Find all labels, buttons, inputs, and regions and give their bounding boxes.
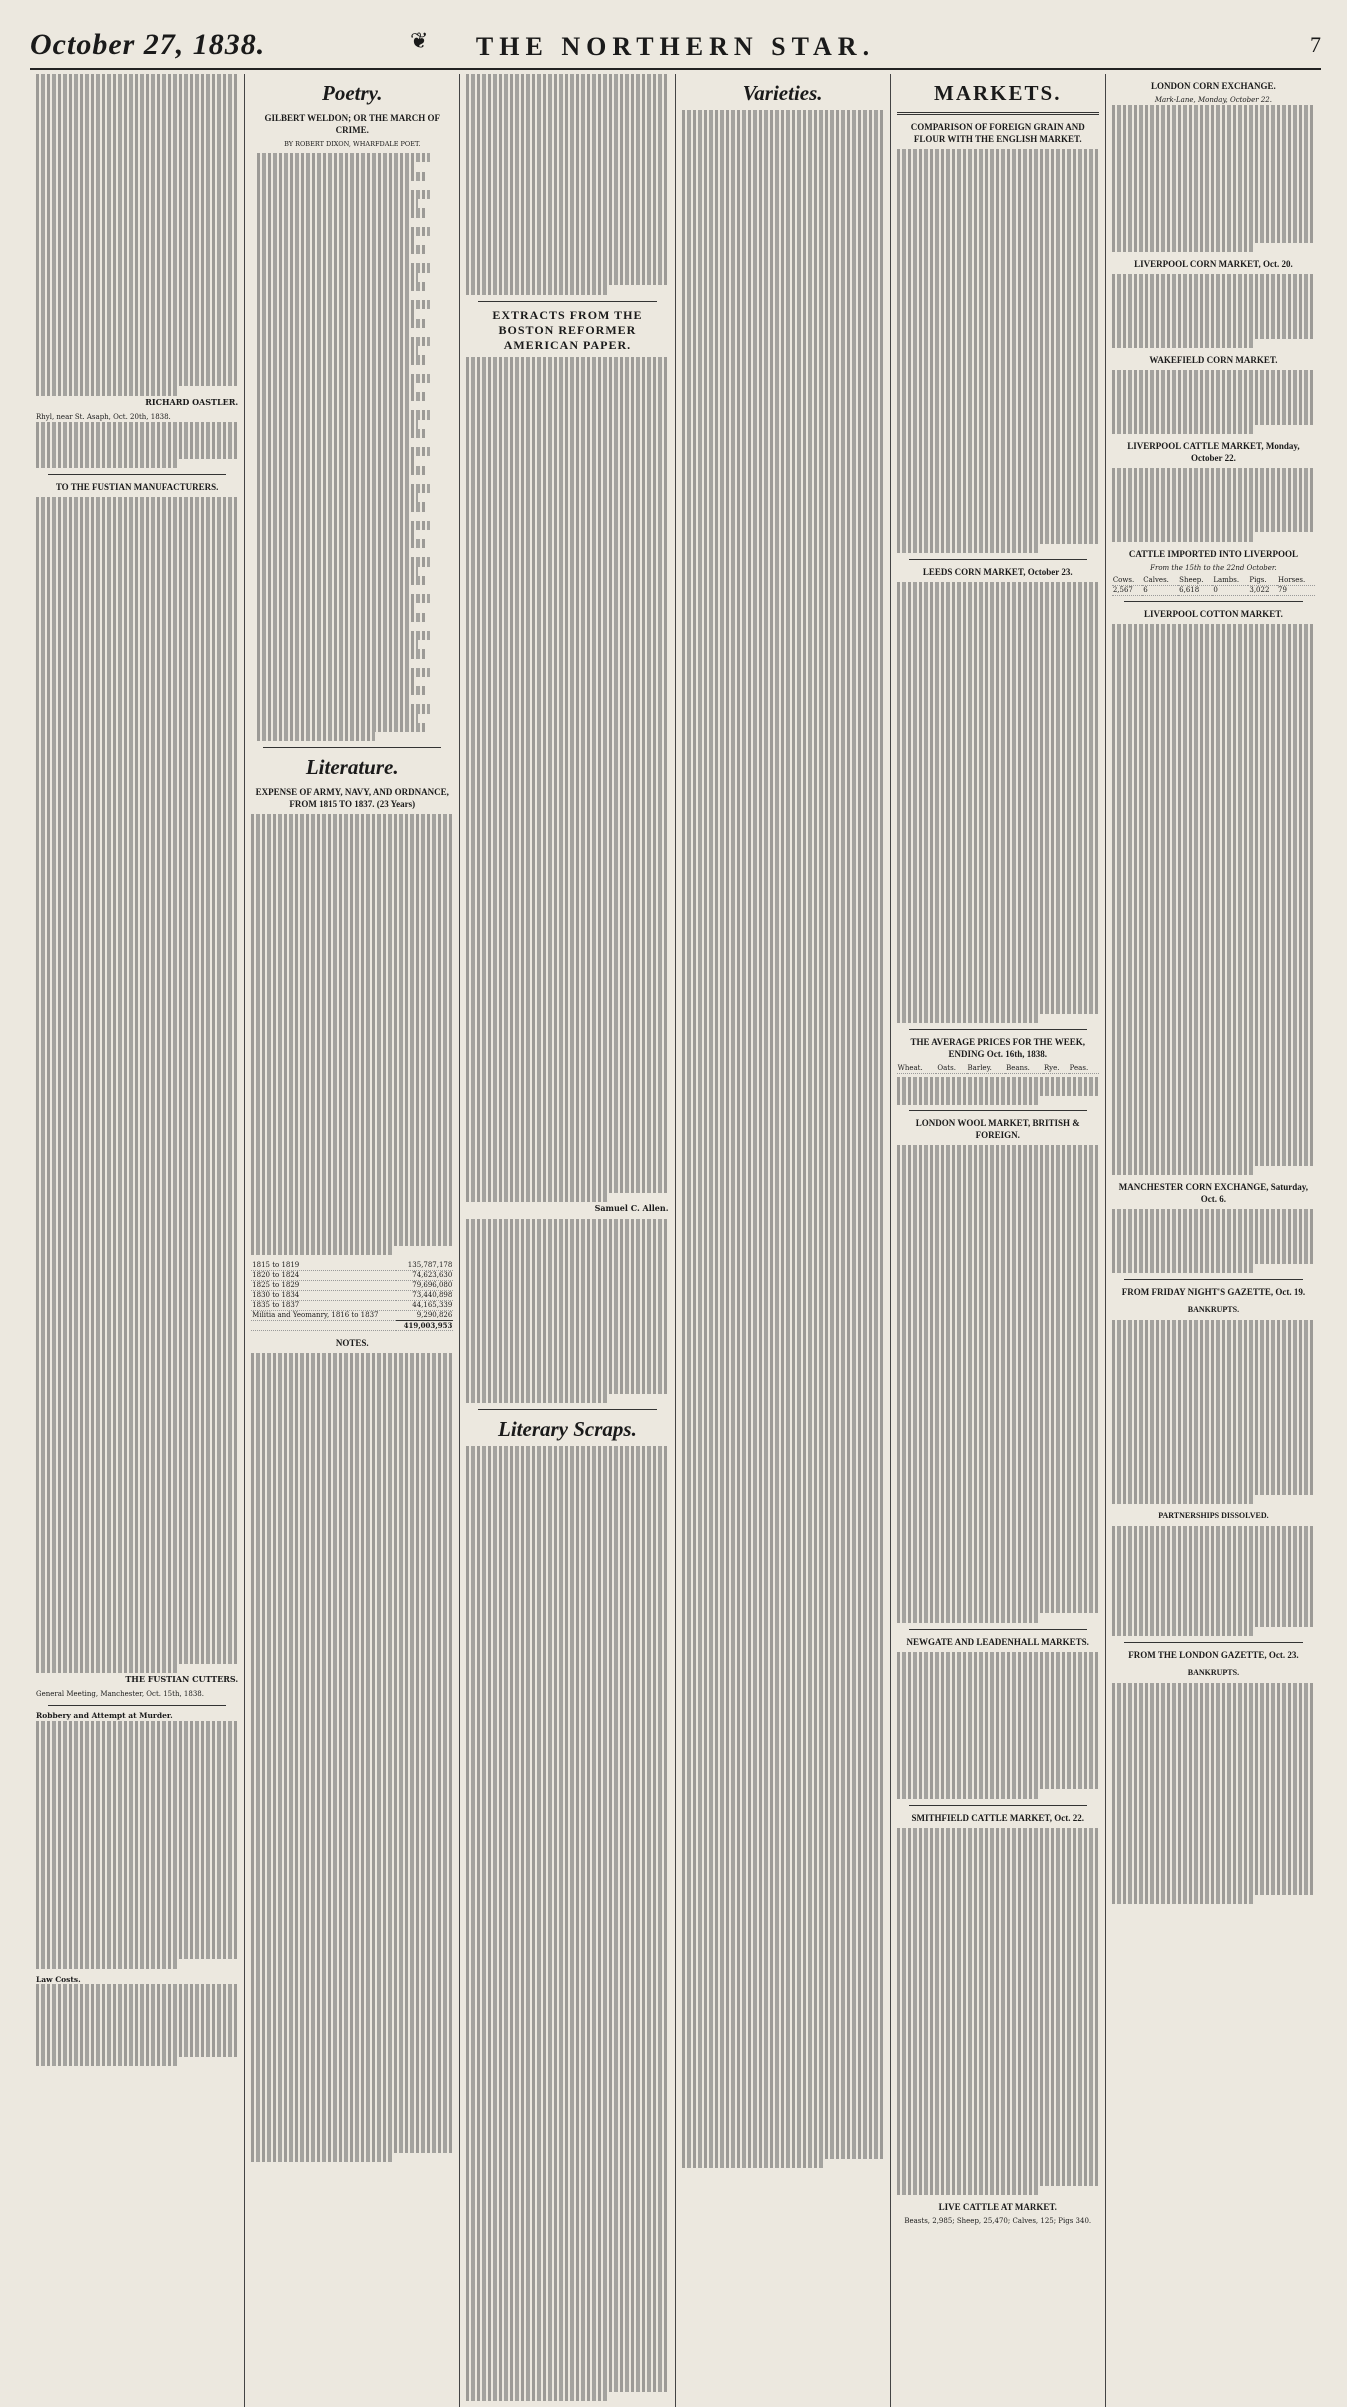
table-row: Militia and Yeomanry, 1816 to 1837 9,290,826: [252, 1311, 453, 1320]
leeds-body: [897, 582, 1099, 1023]
masthead: [30, 18, 1321, 70]
average-prices-table: [897, 1064, 1099, 1074]
letter-place: Rhyl, near St. Asaph, Oct. 20th, 1838.: [36, 412, 171, 421]
heading-fustian: TO THE FUSTIAN MANUFACTURERS.: [55, 481, 219, 492]
live-cattle-line: Beasts, 2,985; Sheep, 25,470; Calves, 125; Pigs 340.: [904, 2217, 1092, 2226]
poem-author: BY ROBERT DIXON, WHARFDALE POET.: [284, 140, 421, 148]
page-number: 7: [1310, 32, 1321, 57]
law-costs-paragraph: [36, 1975, 238, 2067]
fustian-address: [36, 497, 238, 1699]
liverpool-cattle-body: [1112, 468, 1315, 542]
wool-body: [897, 1145, 1099, 1623]
law-costs-lead: Law Costs.: [36, 1974, 81, 1984]
scraps-body: [466, 1446, 668, 2402]
heading-notes: NOTES.: [335, 1338, 369, 1349]
table-row: 2,567 6 6,618 0 3,022 79: [1112, 585, 1315, 595]
manchester-body: [1112, 1209, 1315, 1273]
london-corn-body: [1112, 105, 1315, 252]
expense-article: [251, 814, 453, 1255]
comparison-body: [897, 149, 1099, 553]
heading-varieties: Varieties.: [742, 81, 823, 105]
heading-expense: EXPENSE OF ARMY, NAVY, AND ORDNANCE, FROM 1815 TO 1837. (23 Years): [255, 787, 449, 810]
column-3-opening: [466, 74, 668, 295]
heading-liverpool-cattle: LIVERPOOL CATTLE MARKET, Monday, October 22.: [1127, 441, 1300, 464]
column-6: [1106, 74, 1321, 2407]
column-5: [891, 74, 1106, 2407]
heading-bankrupts-2: BANKRUPTS.: [1187, 1668, 1240, 1678]
oastler-letter: [36, 74, 238, 468]
liverpool-corn-body: [1112, 274, 1315, 348]
heading-extracts: EXTRACTS FROM THE BOSTON REFORMER AMERICAN PAPER.: [492, 307, 643, 352]
heading-smithfield: SMITHFIELD CATTLE MARKET, Oct. 22.: [911, 1812, 1084, 1823]
wakefield-body: [1112, 370, 1315, 434]
table-row: 1835 to 1837 44,165,339: [252, 1301, 453, 1310]
heading-liverpool-corn: LIVERPOOL CORN MARKET, Oct. 20.: [1134, 259, 1293, 270]
liverpool-cotton-body: [1112, 624, 1315, 1175]
bankrupts-2-body: [1112, 1683, 1315, 1904]
bankrupts-body: [1112, 1320, 1315, 1504]
heading-cattle-imported: CATTLE IMPORTED INTO LIVERPOOL: [1128, 548, 1298, 559]
heading-wakefield: WAKEFIELD CORN MARKET.: [1149, 354, 1278, 365]
heading-partnerships-dissolved: PARTNERSHIPS DISSOLVED.: [1158, 1511, 1269, 1521]
notes-body: [251, 1353, 453, 2162]
heading-gazette-friday: FROM FRIDAY NIGHT'S GAZETTE, Oct. 19.: [1121, 1287, 1306, 1298]
heading-gazette-london: FROM THE LONDON GAZETTE, Oct. 23.: [1128, 1650, 1299, 1661]
newspaper-title: THE NORTHERN STAR.: [475, 32, 876, 61]
robbery-lead: Robbery and Attempt at Murder.: [36, 1711, 173, 1721]
heading-london-corn: LONDON CORN EXCHANGE.: [1151, 81, 1276, 91]
subheading-london-corn: Mark-Lane, Monday, October 22.: [1154, 96, 1272, 104]
meeting-line: General Meeting, Manchester, Oct. 15th, 1838.: [36, 1690, 204, 1699]
column-1: [30, 74, 245, 2407]
columns: [30, 74, 1321, 2226]
column-4: [676, 74, 891, 2407]
column-3: [460, 74, 675, 2407]
smithfield-body: [897, 1828, 1099, 2196]
robbery-paragraph: [36, 1711, 238, 1968]
signature-allen: Samuel C. Allen.: [594, 1202, 669, 1213]
signature-oastler: RICHARD OASTLER.: [145, 396, 239, 407]
heading-markets: MARKETS.: [934, 81, 1062, 105]
table-row: Cows. Calves. Sheep. Lambs. Pigs. Horses.: [1112, 576, 1315, 586]
expense-table: [251, 1261, 453, 1331]
signature-fustian: THE FUSTIAN CUTTERS.: [125, 1673, 239, 1684]
heading-comparison: COMPARISON OF FOREIGN GRAIN AND FLOUR WITH THE ENGLISH MARKET.: [910, 122, 1085, 144]
heading-newgate: NEWGATE AND LEADENHALL MARKETS.: [906, 1636, 1089, 1647]
table-row: 1830 to 1834 73,440,898: [252, 1291, 453, 1300]
heading-average-prices: THE AVERAGE PRICES FOR THE WEEK, ENDING Oct. 16th, 1838.: [910, 1037, 1086, 1060]
cattle-imported-table: [1112, 576, 1315, 596]
partnerships-body: [1112, 1526, 1315, 1636]
heading-literature: Literature.: [305, 755, 399, 780]
heading-literary-scraps: Literary Scraps.: [498, 1416, 637, 1441]
heading-poetry: Poetry.: [322, 81, 383, 105]
varieties-body: [682, 110, 884, 2168]
table-row: 1820 to 1824 74,623,630: [252, 1271, 453, 1280]
subheading-cattle-imported: From the 15th to the 22nd October.: [1150, 563, 1277, 572]
poem-title: GILBERT WELDON; OR THE MARCH OF CRIME.: [264, 113, 440, 135]
ornament-icon: ❦: [410, 28, 429, 53]
table-row: 1815 to 1819 135,787,178: [252, 1261, 453, 1270]
heading-bankrupts: BANKRUPTS.: [1187, 1305, 1240, 1315]
extracts-body: [466, 357, 668, 1403]
heading-manchester: MANCHESTER CORN EXCHANGE, Saturday, Oct. 6.: [1118, 1181, 1309, 1204]
table-row: 1825 to 1829 79,696,080: [252, 1281, 453, 1290]
table-total-row: 419,003,953: [251, 1321, 453, 1331]
column-2: [245, 74, 460, 2407]
poem-body: [251, 153, 453, 741]
heading-wool: LONDON WOOL MARKET, BRITISH & FOREIGN.: [915, 1117, 1080, 1140]
newgate-body: [897, 1652, 1099, 1799]
issue-date: October 27, 1838.: [30, 28, 266, 61]
table-row: Wheat. Oats. Barley. Beans. Rye. Peas.: [897, 1064, 1099, 1074]
heading-liverpool-cotton: LIVERPOOL COTTON MARKET.: [1143, 608, 1283, 619]
heading-leeds: LEEDS CORN MARKET, October 23.: [922, 567, 1073, 578]
heading-live-cattle: LIVE CATTLE AT MARKET.: [938, 2202, 1057, 2213]
